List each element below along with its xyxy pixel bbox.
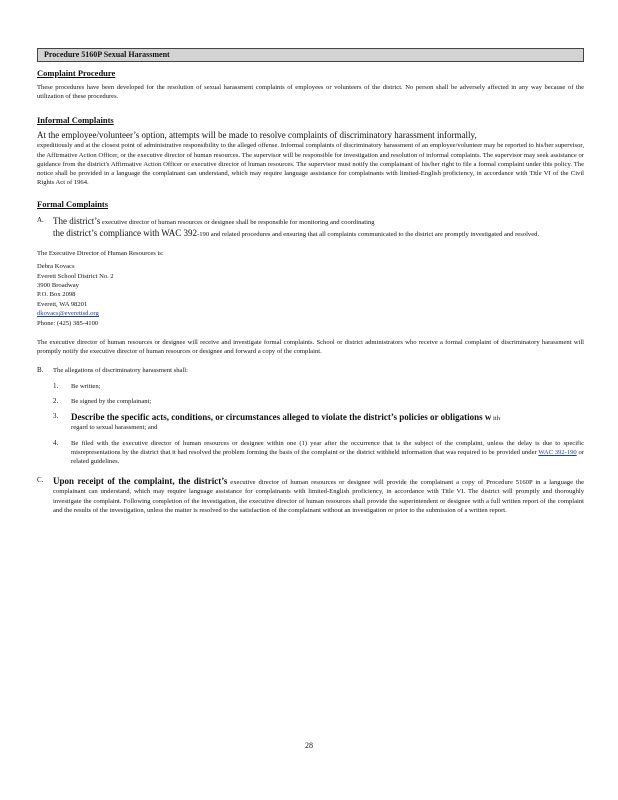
contact-intro: The Executive Director of Human Resources is: <box>37 249 164 257</box>
item-3-text: regard to sexual harassment; and <box>71 424 158 432</box>
contact-organization: Everett School District No. 2 <box>37 272 114 280</box>
section-a-text2: -190 and related procedures and ensuring that all complaints communicated to the district are promptly investigated and resolved. <box>197 230 540 238</box>
item-3-lead: Describe the specific acts, conditions, or circumstances alleged to violate the district’s policies or obligations w <box>71 412 492 423</box>
document-page <box>37 48 584 515</box>
item-3-number: 3. <box>53 412 59 421</box>
section-c <box>37 476 584 515</box>
section-b-label: B. <box>37 366 44 375</box>
wac-link[interactable]: WAC 392-190 <box>538 448 577 456</box>
item-2-text: Be signed by the complainant; <box>71 397 152 405</box>
procedure-title-bar <box>37 48 584 62</box>
contact-phone: Phone: (425) 385-4100 <box>37 319 99 327</box>
section-b-item-3 <box>53 412 584 432</box>
item-4-after-link: or related guidelines. <box>71 448 584 465</box>
informal-complaints-heading: Informal Complaints <box>37 115 114 126</box>
item-1-number: 1. <box>53 381 59 390</box>
section-b-text: The allegations of discriminatory harassment shall: <box>53 367 188 375</box>
contact-po-box: P.O. Box 2098 <box>37 291 76 299</box>
section-a-lead2: the district’s compliance with WAC 392 <box>53 227 198 238</box>
item-4-number: 4. <box>53 438 59 447</box>
section-a-label: A. <box>37 216 44 225</box>
section-a <box>37 216 584 238</box>
section-a-lead: The district’s <box>53 216 101 227</box>
contact-street: 3900 Broadway <box>37 282 79 290</box>
procedure-title: Procedure 5160P Sexual Harassment <box>44 50 170 59</box>
section-b-item-4 <box>53 439 584 467</box>
contact-email-link[interactable]: dkovacs@everettsd.org <box>37 310 99 318</box>
section-c-lead: Upon receipt of the complaint, the district’s <box>53 476 228 487</box>
page-number: 28 <box>305 741 313 750</box>
contact-name: Debra Kovacs <box>37 263 75 271</box>
item-1-text: Be written; <box>71 382 101 390</box>
informal-text: expeditiously and at the closest point of administrative responsibility to the alleged offense. Informal complaints of discriminatory harassment of an employee/volunteer may be reported to his/her supervisor, the Affirmative Action Officer, or the executive director of human resources. The supervisor will be responsible for investigation and resolution of informal complaints. The supervisor may seek assistance or guidance from the district's Affirmative Action Officer or executive director of human resources. The supervisor must notify the complainant of his/her right to file a formal complaint under this policy. The notice shall be provided in a language the complainant can understand, which may require language assistance for complainants with limited-English proficiency, in accordance with Title VI of the Civil Rights Act of 1964. <box>37 142 584 187</box>
item-2-number: 2. <box>53 396 59 405</box>
contact-city: Everett, WA 98201 <box>37 300 88 308</box>
item-4-text: Be filed with the executive director of human resources or designee within one (1) year after the occurrence that is the subject of the complaint, unless the delay is due to specific misrepresentations by the district that it had resolved the problem forming the basis of the complaint or the district withheld information that was required to be provided under <box>71 439 584 456</box>
section-b-item-1 <box>53 382 584 391</box>
after-contact-text: The executive director of human resources or designee will receive and investigate formal complaints. School or district administrators who receive a formal complaint of discriminatory harassment will promptly notify the executive director of human resources or designee and forward a copy of the complaint. <box>37 339 584 356</box>
section-b-item-2 <box>53 397 584 406</box>
complaint-procedure-heading: Complaint Procedure <box>37 68 116 78</box>
section-b <box>37 366 584 375</box>
informal-lead: At the employee/volunteer’s option, attempts will be made to resolve complaints of discriminatory harassment informally, <box>37 130 477 141</box>
section-a-text: executive director of human resources or designee shall be responsible for monitoring and coordinating <box>101 219 375 227</box>
item-3-lead-end: ith <box>493 415 500 423</box>
section-c-text: executive director of human resources or designee will provide the complainant a copy of Procedure 5160P in a language the complainant can understand, which may require language assistance for complainants with limited-English proficiency, in accordance with Title VI. The district will promptly and thoroughly investigate the complaint. Following completion of the investigation, the executive director of human resources shall provide the superintendent or designee with a full written report of the complaint and the results of the investigation, unless the matter is resolved to the satisfaction of the complainant without an investigation or prior to the submission of a written report. <box>53 479 584 514</box>
section-c-label: C. <box>37 476 44 485</box>
formal-complaints-heading: Formal Complaints <box>37 199 109 210</box>
complaint-procedure-text: These procedures have been developed for the resolution of sexual harassment complaints of employees or volunteers of the district. No person shall be adversely affected in any way because of the utilization of these procedures. <box>37 84 584 101</box>
